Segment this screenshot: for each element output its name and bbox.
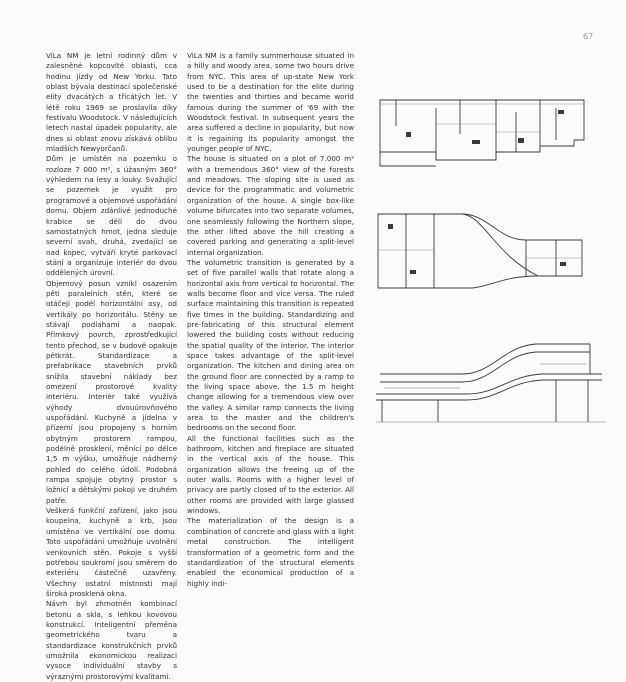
paragraph: All the functional facilities such as the bathroom, kitchen and fireplace are situated in the vertical axis of the house. This organization allows the freeing up of the outer walls. Rooms with a higher level of privacy are partly closed of to the exterior. All other rooms are provided with large glassed windows. bbox=[187, 433, 354, 516]
paragraph: The house is situated on a plot of 7.000 m² with a tremendous 360° view of the forests and meadows. The sloping site is used as device for the programmatic and volumetric organization of the house. A single box-like volume bifurcates into two separate volumes, one seamlessly following the Northern slope, the other lifted above the hill creating a covered parking and generating a split-level internal organization. bbox=[187, 154, 354, 257]
paragraph: Veškerá funkční zařízení, jako jsou koupelna, kuchyně a krb, jsou umístěna ve vertikální ose domu. Toto uspořádání umožňuje uvolnění venkovních stěn. Pokoje s vyšší potřebou soukromí jsou směrem do exteriéru částečně uzavřeny. Všechny ostatní místnosti mají široká prosklená okna. bbox=[46, 506, 177, 598]
paragraph: ViLa NM is a family summerhouse situated in a hilly and woody area, some two hours drive from NYC. This area of up-state New York used to be a destination for the elite during the twenties and thirties and became world famous during the summer of '69 with the Woodstock festival. In subsequent years the area suffered a decline in popularity, but now it is regaining its popularity amongst the younger people of NYC. bbox=[187, 51, 354, 154]
section-drawing bbox=[376, 330, 608, 430]
floor-plan-drawing-middle bbox=[376, 210, 602, 300]
paragraph: ViLa NM je letní rodinný dům v zalesněné kopcovité oblasti, cca hodinu jízdy od New Yorku. Tato oblast bývala destinací společenské elity dvacátých a třicátých let. V létě roku 1969 se proslavila díky festivalu Woodstock. V následujících letech nastal úpadek popularity, ale dnes si oblast znovu získává oblibu mladších Newyorčanů. bbox=[46, 51, 177, 154]
page-number: 67 bbox=[583, 32, 594, 41]
english-text-column bbox=[187, 51, 354, 589]
paragraph: The materialization of the design is a combination of concrete and glass with a light metal construction. The intelligent transformation of a geometric form and the standardization of the structural elements enabled the economical production of a highly indi- bbox=[187, 516, 354, 588]
paragraph: Objemový posun vznikl osazením pěti paralelních stěn, které se otáčejí podél horizontální osy, od vertikály po horizontálu. Stěny se stávají podlahami a naopak. Přímkový povrch, zprostředkující tento přechod, se v budově opakuje pětkrát. Standardizace a prefabrikace stavebních prvků snížila stavební náklady bez omezení prostorové kvality interiéru. Interiér také využívá výhody dvouúrovňového uspořádání. Kuchyně a jídelna v přízemí jsou propojeny s horním obytným prostorem rampou, podélně proskleni, měnící po délce 1,5 m výšku, umožňuje nádherný pohled do celého údolí. Podobná rampa spojuje obytný prostor s ložnicí a dětskými pokoji ve druhém patře. bbox=[46, 278, 177, 505]
floor-plan-drawing-upper bbox=[376, 94, 602, 174]
czech-text-column bbox=[46, 51, 177, 682]
paragraph: Dům je umístěn na pozemku o rozloze 7 000 m², s úžasným 360° výhledem na lesy a louky. Svažující se pozemek je využit pro programové a objemové uspořádání domu. Objem zdánlivě jednoduché krabice se dělí do dvou samostatných hmot, jedna sleduje severní svah, druhá, zvedající se nad kopec, vytváří kryté parkovací stání a organizuje interiér do dvou oddělených úrovní. bbox=[46, 154, 177, 278]
paragraph: The volumetric transition is generated by a set of five parallel walls that rotate along a horizontal axis from vertical to horizontal. The walls become floor and vice versa. The ruled surface maintaining this transition is repeated five times in the building. Standardizing and pre-fabricating of this structural element lowered the building costs without reducing the spatial quality of the interior. The interior space takes advantage of the split-level organization. The kitchen and dining area on the ground floor are connected by a ramp to the living space above, the 1.5 m height change allowing for a tremendous view over the valley. A similar ramp connects the living area to the master and the children's bedrooms on the second floor. bbox=[187, 257, 354, 433]
paragraph: Návrh byl zhmotněn kombinací betonu a skla, s lehkou kovovou konstrukcí. Inteligentní přeměna geometrického tvaru a standardizace konstrukčních prvků umožnila ekonomickou realizaci vysoce individuální stavby s výraznými prostorovými kvalitami. bbox=[46, 599, 177, 681]
